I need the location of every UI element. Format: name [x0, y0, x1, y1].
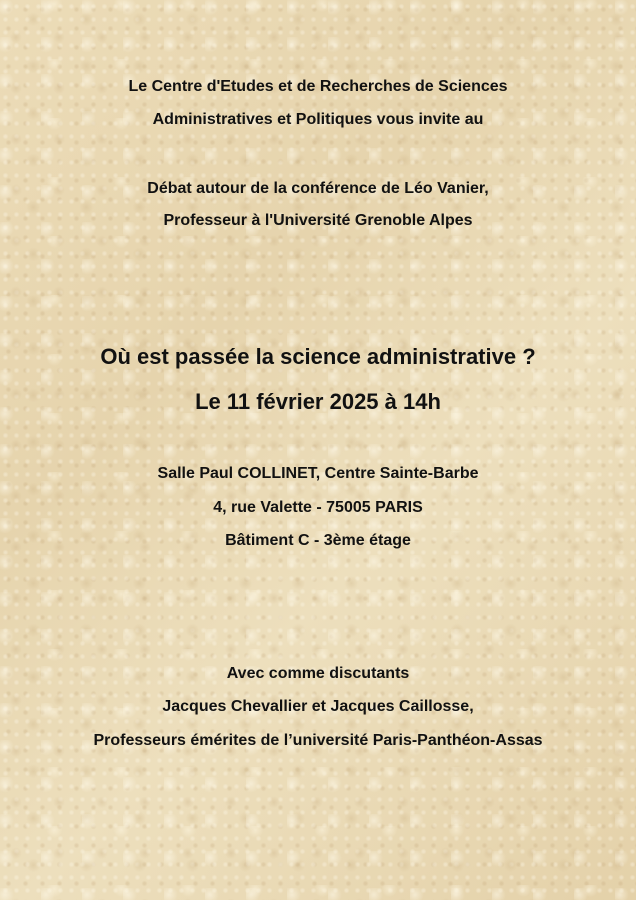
discussants-intro: Avec comme discutants — [226, 665, 410, 682]
venue-room: Salle Paul COLLINET, Centre Sainte-Barbe — [157, 465, 479, 482]
debate-line-2: Professeur à l'Université Grenoble Alpes — [163, 212, 473, 229]
venue-building: Bâtiment C - 3ème étage — [225, 532, 411, 549]
venue-address: 4, rue Valette - 75005 PARIS — [213, 499, 423, 516]
discussants-titles: Professeurs émérites de l’université Paris-Panthéon-Assas — [93, 732, 543, 749]
conference-title: Où est passée la science administrative ? — [100, 344, 536, 369]
debate-line-1: Débat autour de la conférence de Léo Vanier, — [147, 180, 489, 197]
invitation-line-2: Administratives et Politiques vous invite au — [152, 111, 484, 128]
invitation-line-1: Le Centre d'Etudes et de Recherches de Sciences — [128, 78, 508, 95]
conference-datetime: Le 11 février 2025 à 14h — [195, 389, 441, 414]
discussants-names: Jacques Chevallier et Jacques Caillosse, — [162, 698, 474, 715]
